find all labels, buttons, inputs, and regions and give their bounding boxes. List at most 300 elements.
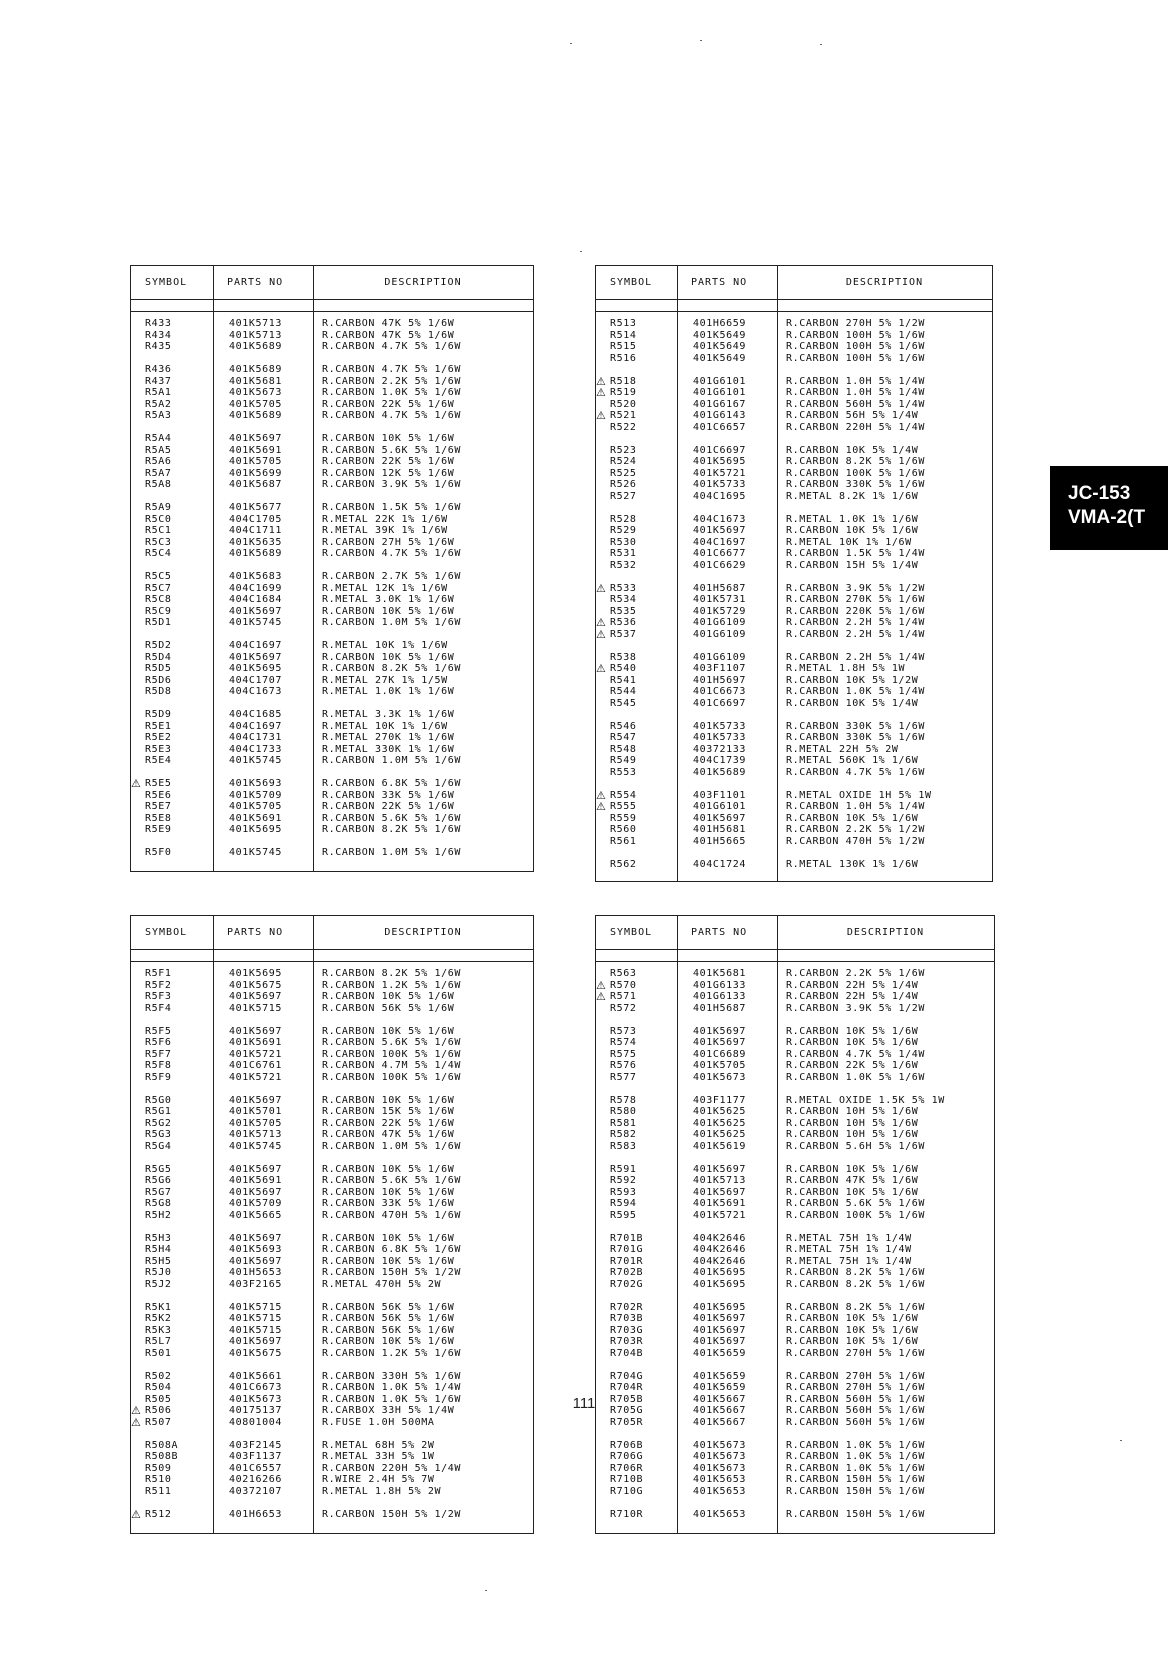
row-groups: [596, 968, 994, 1532]
parts-no-cell: 401K5689: [229, 548, 282, 559]
description-cell: R.CARBON 8.2K 5% 1/6W: [786, 1301, 926, 1313]
description-cell: R.CARBON 1.0K 5% 1/6W: [786, 1439, 926, 1451]
description-cell: R.CARBON 56K 5% 1/6W: [322, 1002, 455, 1014]
symbol-cell: R5F1: [145, 968, 172, 979]
table-row: [131, 640, 533, 652]
description-cell: R.CARBON 100H 5% 1/6W: [786, 329, 926, 341]
parts-no-cell: 401K5681: [693, 968, 746, 979]
symbol-cell: R581: [610, 1117, 637, 1129]
symbol-cell: R5J2: [145, 1278, 172, 1290]
symbol-cell: R531: [610, 548, 637, 559]
symbol-cell: [596, 387, 677, 399]
description-cell: R.CARBON 100K 5% 1/6W: [322, 1048, 462, 1060]
symbol-cell: R5F3: [145, 991, 172, 1002]
description-cell: R.CARBON 33K 5% 1/6W: [322, 1198, 455, 1209]
symbol-cell: R560: [610, 824, 637, 835]
table-row: [596, 410, 992, 422]
table-row: [596, 1003, 994, 1015]
table-row: [131, 1141, 533, 1153]
parts-no-cell: 401K5697: [229, 433, 282, 444]
table-row: [131, 801, 533, 813]
parts-table: [130, 265, 534, 872]
parts-no-cell: 401K5705: [229, 1117, 282, 1129]
parts-no-cell: 401G6109: [693, 628, 746, 640]
table-row: [131, 1474, 533, 1486]
description-cell: R.CARBON 10K 5% 1/6W: [322, 1094, 455, 1106]
symbol-cell: R5C3: [145, 536, 172, 548]
table-body: [596, 311, 992, 881]
symbol-text: R518: [610, 375, 637, 387]
parts-no-cell: 401K5729: [693, 605, 746, 617]
parts-no-cell: 401K5667: [693, 1393, 746, 1405]
description-cell: R.CARBON 100H 5% 1/6W: [786, 352, 926, 364]
symbol-cell: R5E7: [145, 801, 172, 812]
symbol-cell: R513: [610, 318, 637, 329]
table-row: [596, 1451, 994, 1463]
page-number: 111: [572, 1395, 596, 1412]
description-cell: R.CARBON 2.2K 5% 1/6W: [786, 968, 926, 979]
symbol-cell: [596, 790, 677, 802]
description-cell: R.CARBON 470H 5% 1/2W: [786, 835, 926, 847]
description-cell: R.CARBON 10K 5% 1/6W: [322, 1186, 455, 1198]
parts-no-cell: 401K5675: [229, 979, 282, 991]
description-cell: R.CARBON 5.6K 5% 1/6W: [322, 444, 462, 456]
parts-no-cell: 40175137: [229, 1405, 282, 1416]
table-row: [131, 606, 533, 618]
parts-no-cell: 401K5697: [693, 1037, 746, 1048]
symbol-cell: R5A6: [145, 456, 172, 467]
symbol-cell: [596, 410, 677, 422]
table-row: [596, 1060, 994, 1072]
description-cell: R.METAL 27K 1% 1/5W: [322, 674, 448, 686]
table-row: [131, 1256, 533, 1268]
description-cell: R.CARBON 10K 5% 1/2W: [786, 674, 919, 686]
parts-no-cell: 401K5619: [693, 1140, 746, 1152]
parts-no-cell: 401C6761: [229, 1060, 282, 1071]
description-cell: R.CARBON 1.0K 5% 1/6W: [786, 1462, 926, 1474]
description-cell: R.METAL 68H 5% 2W: [322, 1439, 435, 1451]
symbol-cell: R704B: [610, 1347, 644, 1359]
symbol-cell: R508A: [145, 1439, 179, 1451]
row-group: [131, 1509, 533, 1521]
symbol-cell: R553: [610, 766, 637, 778]
symbol-cell: R710G: [610, 1485, 644, 1497]
symbol-text: R536: [610, 617, 637, 628]
header-description: DESCRIPTION: [384, 277, 462, 288]
description-cell: R.METAL 10K 1% 1/6W: [786, 536, 912, 548]
table-row: [131, 1267, 533, 1279]
description-cell: R.CARBON 5.6K 5% 1/6W: [322, 812, 462, 824]
description-cell: R.FUSE 1.0H 500MA: [322, 1416, 435, 1428]
table-row: [131, 1302, 533, 1314]
parts-no-cell: 401K5713: [229, 318, 282, 329]
description-cell: R.CARBON 10K 5% 1/6W: [786, 1186, 919, 1198]
table-row: [131, 318, 533, 330]
symbol-cell: R5C1: [145, 525, 172, 536]
parts-no-cell: 401K5695: [229, 968, 282, 979]
symbol-cell: R528: [610, 513, 637, 525]
description-cell: R.CARBON 10H 5% 1/6W: [786, 1106, 919, 1117]
description-cell: R.CARBON 10K 5% 1/6W: [322, 433, 455, 444]
table-body: [131, 961, 533, 1533]
parts-no-cell: 401K5733: [693, 720, 746, 732]
parts-no-cell: 401H5687: [693, 1002, 746, 1014]
symbol-text: R555: [610, 801, 637, 812]
description-cell: R.CARBON 4.7K 5% 1/4W: [786, 1048, 926, 1060]
symbol-cell: R710B: [610, 1474, 644, 1485]
description-cell: R.CARBON 2.7K 5% 1/6W: [322, 571, 462, 582]
description-cell: R.CARBON 4.7K 5% 1/6W: [322, 410, 462, 421]
description-cell: R.METAL 10K 1% 1/6W: [322, 640, 448, 651]
table-row: [596, 341, 992, 353]
symbol-cell: [596, 801, 677, 813]
scan-speck: [580, 251, 582, 252]
symbol-cell: R5E4: [145, 755, 172, 766]
table-row: [596, 456, 992, 468]
description-cell: R.CARBON 10K 5% 1/6W: [322, 1255, 455, 1267]
header-symbol: SYMBOL: [610, 277, 653, 288]
symbol-cell: R5A8: [145, 479, 172, 490]
row-group: [131, 318, 533, 353]
scan-speck: [485, 1590, 487, 1591]
parts-no-cell: 401K5693: [229, 778, 282, 789]
description-cell: R.CARBON 4.7M 5% 1/4W: [322, 1060, 462, 1071]
table-row: [596, 583, 992, 595]
description-cell: R.CARBON 10K 5% 1/6W: [786, 525, 919, 536]
description-cell: R.CARBON 1.5K 5% 1/6W: [322, 502, 462, 513]
symbol-cell: R502: [145, 1370, 172, 1382]
description-cell: R.METAL 22H 5% 2W: [786, 743, 899, 755]
table-row: [596, 617, 992, 629]
description-cell: R.CARBON 10K 5% 1/6W: [322, 1336, 455, 1347]
table-row: [131, 721, 533, 733]
symbol-cell: R5A2: [145, 398, 172, 410]
parts-no-cell: 401K5649: [693, 341, 746, 352]
parts-no-cell: 401K5625: [693, 1129, 746, 1140]
table-row: [131, 433, 533, 445]
symbol-text: R533: [610, 582, 637, 594]
table-row: [596, 1210, 994, 1222]
parts-no-cell: 401K5687: [229, 479, 282, 490]
scan-speck: [570, 43, 572, 44]
table-row: [131, 663, 533, 675]
description-cell: R.CARBON 270H 5% 1/2W: [786, 318, 926, 329]
table-row: [596, 859, 992, 871]
row-group: [596, 1302, 994, 1360]
table-row: [131, 1486, 533, 1498]
symbol-cell: R522: [610, 421, 637, 433]
parts-no-cell: 401K5715: [229, 1301, 282, 1313]
header-parts-no: PARTS NO: [691, 927, 748, 938]
parts-no-cell: 401G6101: [693, 387, 746, 398]
description-cell: R.CARBON 6.8K 5% 1/6W: [322, 1244, 462, 1255]
table-row: [596, 732, 992, 744]
symbol-cell: R509: [145, 1462, 172, 1474]
header-symbol: SYMBOL: [610, 927, 653, 938]
parts-no-cell: 401K5673: [693, 1451, 746, 1462]
parts-no-cell: 403F1101: [693, 789, 746, 801]
description-cell: R.CARBON 1.2K 5% 1/6W: [322, 1347, 462, 1359]
symbol-cell: R5L7: [145, 1336, 172, 1347]
safety-warning-icon: ⚠: [131, 777, 142, 790]
row-group: [131, 433, 533, 491]
description-cell: R.CARBON 22K 5% 1/6W: [322, 801, 455, 812]
symbol-cell: [596, 663, 677, 675]
table-row: [596, 968, 994, 980]
description-cell: R.CARBON 1.0K 5% 1/6W: [786, 1451, 926, 1462]
symbol-cell: R5A1: [145, 387, 172, 398]
parts-no-cell: 401K5745: [229, 755, 282, 766]
model-tab-line1: JC-153: [1068, 483, 1131, 504]
symbol-text: R521: [610, 410, 637, 421]
row-group: [131, 571, 533, 629]
description-cell: R.CARBON 270H 5% 1/6W: [786, 1347, 926, 1359]
row-group: [131, 778, 533, 836]
row-group: [596, 721, 992, 779]
row-group: [131, 968, 533, 1014]
symbol-cell: [596, 617, 677, 629]
safety-warning-icon: ⚠: [596, 627, 607, 641]
table-row: [596, 663, 992, 675]
table-row: [131, 1060, 533, 1072]
parts-no-cell: 404C1697: [229, 640, 282, 651]
row-group: [596, 859, 992, 871]
symbol-cell: R5G3: [145, 1129, 172, 1140]
parts-no-cell: 404C1711: [229, 525, 282, 536]
parts-no-cell: 401C6657: [693, 421, 746, 433]
description-cell: R.CARBON 3.9K 5% 1/2W: [786, 1002, 926, 1014]
description-cell: R.CARBON 1.0H 5% 1/4W: [786, 375, 926, 387]
table-row: [131, 583, 533, 595]
parts-no-cell: 401K5697: [693, 1186, 746, 1198]
row-group: [131, 1440, 533, 1498]
table-row: [131, 537, 533, 549]
symbol-cell: R593: [610, 1186, 637, 1198]
parts-no-cell: 401K5697: [229, 1163, 282, 1175]
symbol-cell: R563: [610, 968, 637, 979]
table-row: [131, 1095, 533, 1107]
row-group: [131, 1233, 533, 1291]
row-group: [131, 364, 533, 422]
symbol-cell: R702R: [610, 1301, 644, 1313]
description-cell: R.CARBON 5.6K 5% 1/6W: [786, 1198, 926, 1209]
symbol-cell: R5A9: [145, 502, 172, 513]
symbol-cell: [131, 1509, 213, 1521]
table-row: [131, 1244, 533, 1256]
table-row: [596, 560, 992, 572]
table-row: [131, 514, 533, 526]
table-body: [596, 961, 994, 1533]
table-row: [596, 1348, 994, 1360]
table-row: [596, 606, 992, 618]
parts-no-cell: 401G6167: [693, 398, 746, 410]
symbol-cell: R529: [610, 525, 637, 536]
parts-no-cell: 404K2646: [693, 1232, 746, 1244]
description-cell: R.CARBON 270K 5% 1/6W: [786, 594, 926, 605]
description-cell: R.CARBON 15K 5% 1/6W: [322, 1106, 455, 1117]
row-group: [596, 1164, 994, 1222]
symbol-cell: R702B: [610, 1267, 644, 1278]
symbol-cell: R583: [610, 1140, 637, 1152]
table-row: [131, 445, 533, 457]
description-cell: R.METAL 270K 1% 1/6W: [322, 732, 455, 743]
symbol-cell: R545: [610, 697, 637, 709]
symbol-cell: R710R: [610, 1508, 644, 1520]
description-cell: R.CARBON 3.9K 5% 1/2W: [786, 582, 926, 594]
description-cell: R.METAL 8.2K 1% 1/6W: [786, 490, 919, 502]
symbol-text: R554: [610, 789, 637, 801]
symbol-cell: R582: [610, 1129, 637, 1140]
parts-table: [595, 265, 993, 882]
parts-no-cell: 401K5673: [229, 1393, 282, 1405]
table-row: [131, 790, 533, 802]
description-cell: R.CARBON 2.2K 5% 1/2W: [786, 824, 926, 835]
table-row: [596, 1072, 994, 1084]
table-row: [596, 1175, 994, 1187]
parts-no-cell: 401K5697: [693, 1025, 746, 1037]
table-row: [131, 824, 533, 836]
symbol-cell: R592: [610, 1175, 637, 1186]
symbol-cell: R562: [610, 858, 637, 870]
table-row: [596, 1486, 994, 1498]
description-cell: R.CARBON 220H 5% 1/4W: [786, 421, 926, 433]
symbol-cell: R5E6: [145, 789, 172, 801]
parts-no-cell: 401K5697: [229, 1336, 282, 1347]
parts-no-cell: 401K5697: [229, 1255, 282, 1267]
parts-no-cell: 401K5709: [229, 1198, 282, 1209]
description-cell: R.CARBON 4.7K 5% 1/6W: [322, 341, 462, 352]
table-row: [131, 1072, 533, 1084]
parts-no-cell: 401K5693: [229, 1244, 282, 1255]
symbol-cell: R530: [610, 536, 637, 548]
table-row: [596, 629, 992, 641]
description-cell: R.CARBON 150H 5% 1/6W: [786, 1485, 926, 1497]
table-row: [131, 399, 533, 411]
parts-no-cell: 401K5673: [693, 1462, 746, 1474]
symbol-cell: R5E2: [145, 732, 172, 743]
safety-warning-icon: ⚠: [131, 1404, 142, 1417]
row-group: [131, 1026, 533, 1084]
row-group: [596, 1233, 994, 1291]
parts-no-cell: 401K5649: [693, 352, 746, 364]
table-row: [596, 1037, 994, 1049]
symbol-cell: R511: [145, 1485, 172, 1497]
symbol-cell: R704G: [610, 1370, 644, 1382]
parts-no-cell: 401C6557: [229, 1462, 282, 1474]
parts-no-cell: 404C1695: [693, 490, 746, 502]
symbol-cell: R706G: [610, 1451, 644, 1462]
description-cell: R.CARBON 1.5K 5% 1/4W: [786, 548, 926, 559]
table-row: [131, 1049, 533, 1061]
header-parts-no: PARTS NO: [227, 277, 284, 288]
parts-no-cell: 403F1107: [693, 663, 746, 674]
table-row: [131, 1313, 533, 1325]
table-row: [131, 1336, 533, 1348]
symbol-cell: R573: [610, 1025, 637, 1037]
description-cell: R.CARBON 22H 5% 1/4W: [786, 979, 919, 991]
symbol-text: R512: [145, 1508, 172, 1520]
parts-no-cell: 401G6109: [693, 617, 746, 628]
symbol-cell: R5C8: [145, 594, 172, 605]
parts-no-cell: 401K5695: [229, 824, 282, 835]
parts-no-cell: 401K5673: [229, 387, 282, 398]
safety-warning-icon: ⚠: [596, 581, 607, 595]
symbol-cell: R5A5: [145, 444, 172, 456]
parts-no-cell: 401C6697: [693, 444, 746, 456]
parts-no-cell: 401K5635: [229, 536, 282, 548]
parts-no-cell: 401G6101: [693, 375, 746, 387]
parts-no-cell: 401K5661: [229, 1370, 282, 1382]
column-divider: [313, 916, 314, 1533]
table-row: [596, 1474, 994, 1486]
parts-no-cell: 401K5697: [229, 1025, 282, 1037]
parts-no-cell: 404C1685: [229, 709, 282, 720]
column-divider: [677, 266, 678, 881]
description-cell: R.METAL 75H 1% 1/4W: [786, 1255, 912, 1267]
parts-no-cell: 401K5697: [229, 1232, 282, 1244]
symbol-cell: R516: [610, 352, 637, 364]
symbol-cell: R5E3: [145, 743, 172, 755]
symbol-cell: R5E8: [145, 812, 172, 824]
description-cell: R.CARBON 10K 5% 1/4W: [786, 697, 919, 709]
row-group: [131, 640, 533, 698]
table-row: [131, 468, 533, 480]
table-row: [596, 721, 992, 733]
symbol-cell: [131, 1417, 213, 1429]
parts-no-cell: 401C6673: [229, 1382, 282, 1393]
parts-no-cell: 401K5697: [693, 812, 746, 824]
description-cell: R.METAL 1.8H 5% 2W: [322, 1485, 442, 1497]
description-cell: R.METAL 75H 1% 1/4W: [786, 1244, 912, 1255]
description-cell: R.CARBON 22K 5% 1/6W: [322, 1117, 455, 1129]
symbol-cell: R5D4: [145, 651, 172, 663]
parts-no-cell: 401H5687: [693, 582, 746, 594]
symbol-cell: R5F7: [145, 1048, 172, 1060]
symbol-cell: R535: [610, 605, 637, 617]
symbol-cell: R541: [610, 674, 637, 686]
parts-no-cell: 401K5697: [229, 1094, 282, 1106]
parts-no-cell: 401K5731: [693, 594, 746, 605]
table-row: [131, 1164, 533, 1176]
parts-no-cell: 401K5695: [693, 456, 746, 467]
header-parts-no: PARTS NO: [227, 927, 284, 938]
safety-warning-icon: ⚠: [596, 978, 607, 992]
symbol-cell: R572: [610, 1002, 637, 1014]
table-row: [131, 1463, 533, 1475]
parts-no-cell: 401K5653: [693, 1474, 746, 1485]
parts-no-cell: 403F1177: [693, 1094, 746, 1106]
description-cell: R.CARBON 1.0K 5% 1/4W: [322, 1382, 462, 1393]
table-row: [131, 732, 533, 744]
symbol-cell: R577: [610, 1071, 637, 1083]
symbol-cell: R433: [145, 318, 172, 329]
symbol-cell: R561: [610, 835, 637, 847]
description-cell: R.CARBON 10K 5% 1/6W: [786, 1324, 919, 1336]
parts-no-cell: 401K5733: [693, 479, 746, 490]
symbol-cell: R5A7: [145, 467, 172, 479]
description-cell: R.CARBON 33K 5% 1/6W: [322, 789, 455, 801]
symbol-cell: R510: [145, 1474, 172, 1485]
table-row: [131, 1279, 533, 1291]
table-header: [131, 916, 533, 950]
table-row: [596, 1302, 994, 1314]
description-cell: R.METAL 1.0K 1% 1/6W: [786, 513, 919, 525]
symbol-text: R506: [145, 1405, 172, 1416]
safety-warning-icon: ⚠: [596, 374, 607, 388]
parts-no-cell: 401C6629: [693, 559, 746, 571]
table-row: [131, 709, 533, 721]
table-header: [131, 266, 533, 300]
